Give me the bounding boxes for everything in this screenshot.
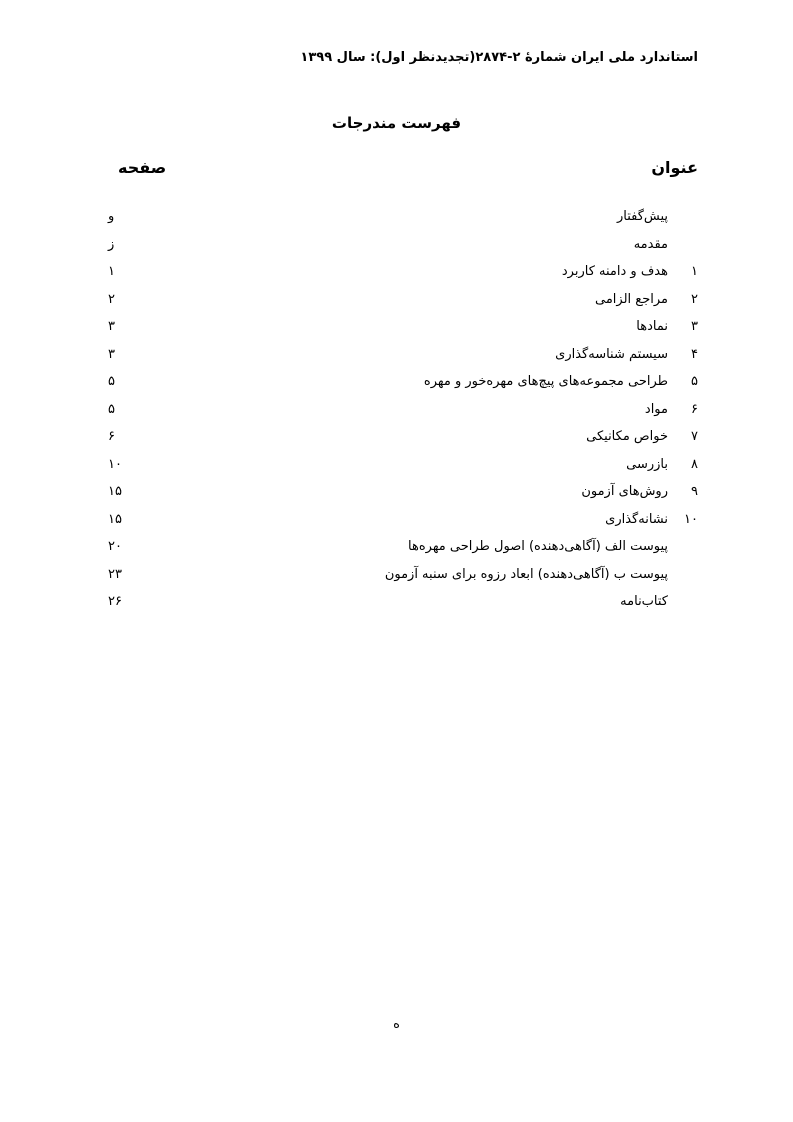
toc-entry-design-of-assemblies[interactable] (108, 368, 698, 396)
toc-entry-scope[interactable] (108, 258, 698, 286)
toc-entry-label: هدف و دامنه کاربرد (561, 264, 668, 280)
toc-entry-label: پیوست الف (آگاهی‌دهنده) اصول طراحی مهره‌ها (408, 539, 668, 555)
toc-entry-page: ۱۵ (108, 484, 122, 500)
toc-entry-designation-system[interactable] (108, 341, 698, 369)
toc-entry-label: مقدمه (633, 236, 668, 252)
toc-entry-label: مواد (644, 401, 668, 417)
running-header: استاندارد ملی ایران شمارۀ ۲-۲۸۷۴(تجدیدنظر اول): سال ۱۳۹۹ (300, 50, 698, 65)
toc-entry-page: ۶ (108, 429, 115, 445)
toc-entry-number: ۳ (691, 319, 698, 335)
toc-entry-number: ۶ (691, 401, 698, 417)
toc-entry-annex-b[interactable] (108, 561, 698, 589)
toc-entry-label: طراحی مجموعه‌های پیچ‌های مهره‌خور و مهره (423, 374, 668, 390)
toc-entry-mechanical-properties[interactable] (108, 423, 698, 451)
toc-entry-number: ۱۰ (684, 511, 698, 527)
toc-entry-symbols[interactable] (108, 313, 698, 341)
toc-entry-introduction[interactable] (108, 231, 698, 259)
toc-entry-number: ۹ (691, 484, 698, 500)
toc-entry-label: سیستم شناسه‌گذاری (555, 346, 668, 362)
toc-entry-number: ۵ (691, 374, 698, 390)
toc-entry-page: ۱ (108, 264, 115, 280)
toc-entry-test-methods[interactable] (108, 478, 698, 506)
page-number: ه (393, 1017, 400, 1032)
toc-entry-annex-a[interactable] (108, 533, 698, 561)
toc-entry-label: نشانه‌گذاری (605, 511, 668, 527)
toc-entry-materials[interactable] (108, 396, 698, 424)
toc-entry-normative-references[interactable] (108, 286, 698, 314)
toc-entry-number: ۸ (691, 456, 698, 472)
toc-entry-label: نمادها (636, 319, 668, 335)
toc-entry-label: روش‌های آزمون (581, 484, 668, 500)
column-heading-title: عنوان (651, 158, 698, 177)
toc-entry-inspection[interactable] (108, 451, 698, 479)
toc-entry-page: و (108, 209, 115, 225)
toc-entry-number: ۱ (691, 264, 698, 280)
toc-entry-page: ۲ (108, 291, 115, 307)
toc-entry-page: ۱۵ (108, 511, 122, 527)
toc-entry-page: ۵ (108, 401, 115, 417)
toc-entry-number: ۷ (691, 429, 698, 445)
toc-entry-label: خواص مکانیکی (586, 429, 668, 445)
toc-entry-number: ۲ (691, 291, 698, 307)
toc-entry-number: ۴ (691, 346, 698, 362)
toc-entry-label: کتاب‌نامه (620, 594, 668, 610)
toc-entry-label: پیوست ب (آگاهی‌دهنده) ابعاد رزوه برای سنبه آزمون (384, 566, 668, 582)
toc-entry-marking[interactable] (108, 506, 698, 534)
toc-entry-label: مراجع الزامی (595, 291, 668, 307)
toc-title: فهرست مندرجات (331, 114, 462, 132)
toc-entry-page: ۲۳ (108, 566, 122, 582)
toc-entry-page: ۲۰ (108, 539, 122, 555)
toc-list (108, 203, 698, 616)
toc-entry-bibliography[interactable] (108, 588, 698, 616)
toc-entry-page: ۵ (108, 374, 115, 390)
toc-entry-page: ۱۰ (108, 456, 122, 472)
toc-entry-label: بازرسی (626, 456, 668, 472)
toc-entry-label: پیش‌گفتار (616, 209, 668, 225)
toc-entry-page: ۳ (108, 346, 115, 362)
column-heading-page: صفحه (118, 158, 167, 177)
toc-entry-page: ۳ (108, 319, 115, 335)
toc-entry-foreword[interactable] (108, 203, 698, 231)
toc-entry-page: ز (108, 236, 115, 252)
toc-entry-page: ۲۶ (108, 594, 122, 610)
